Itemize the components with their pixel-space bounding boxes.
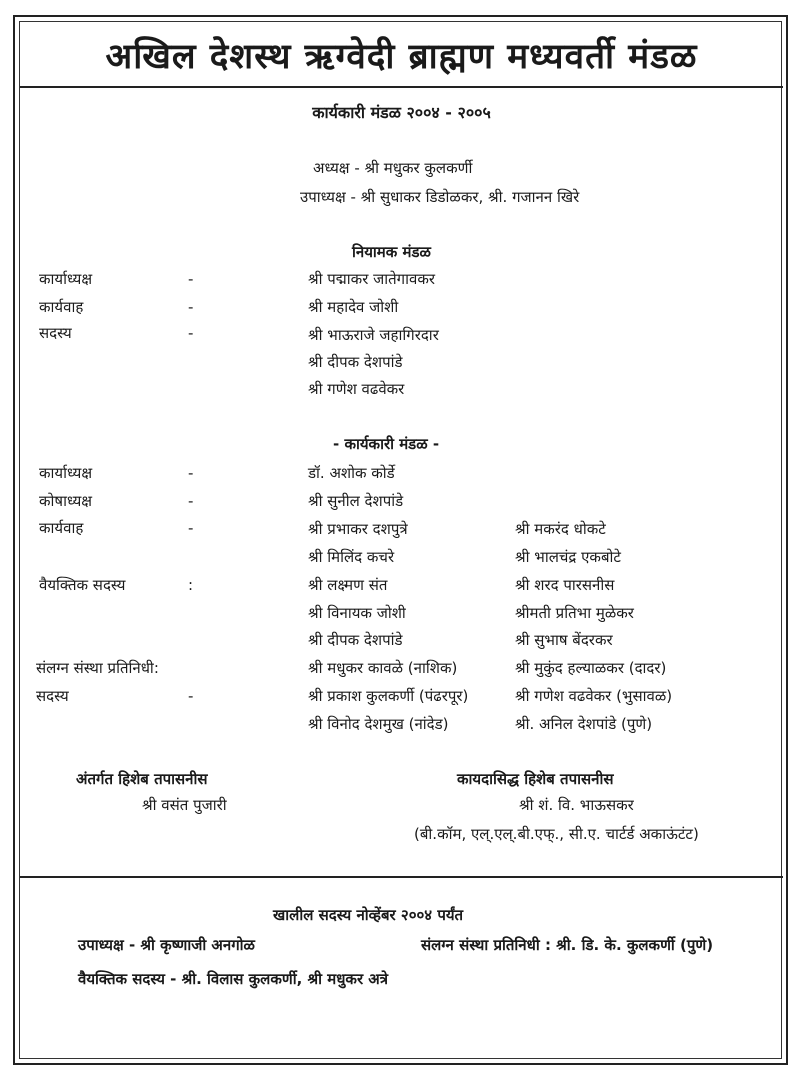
eb-name-col1: श्री दीपक देशपांडे — [308, 631, 403, 649]
eb-role: संलग्न संस्था प्रतिनिधी: — [36, 659, 159, 677]
eb-separator: : — [188, 576, 194, 594]
eb-name-col1: श्री मिलिंद कचरे — [308, 548, 395, 566]
gb-role: कार्याध्यक्ष — [39, 270, 93, 288]
eb-role: कार्यवाह — [39, 519, 84, 537]
footer-vice-president: उपाध्यक्ष - श्री कृष्णाजी अनगोळ — [78, 936, 255, 954]
eb-name-col1: श्री प्रकाश कुलकर्णी (पंढरपूर) — [308, 687, 469, 705]
eb-role: वैयक्तिक सदस्य — [39, 576, 126, 594]
gb-name: श्री भाऊराजे जहागिरदार — [308, 326, 439, 344]
internal-auditor-heading: अंतर्गत हिशेब तपासनीस — [76, 770, 208, 788]
board-year-subtitle: कार्यकारी मंडळ २००४ - २००५ — [312, 103, 491, 122]
gb-separator: - — [188, 324, 194, 342]
eb-name-col2: श्री गणेश वढवेकर (भुसावळ) — [515, 687, 673, 705]
gb-name: श्री पद्माकर जातेगावकर — [308, 270, 435, 288]
gb-separator: - — [188, 270, 194, 288]
eb-name-col1: श्री मधुकर कावळे (नाशिक) — [308, 659, 458, 677]
eb-name-col2: श्री सुभाष बेंदरकर — [515, 631, 613, 649]
eb-separator: - — [188, 687, 194, 705]
footer-divider — [20, 876, 783, 878]
eb-name-col2: श्री. अनिल देशपांडे (पुणे) — [515, 715, 653, 733]
footer-heading: खालील सदस्य नोव्हेंबर २००४ पर्यंत — [273, 906, 464, 924]
executive-board-heading: - कार्यकारी मंडळ - — [333, 435, 440, 453]
eb-separator: - — [188, 492, 194, 510]
organization-title: अखिल देशस्थ ऋग्वेदी ब्राह्मण मध्यवर्ती मंडळ — [105, 37, 698, 77]
eb-name-col2: श्री मकरंद धोकटे — [515, 520, 606, 538]
gb-separator: - — [188, 298, 194, 316]
eb-role: कोषाध्यक्ष — [39, 492, 93, 510]
statutory-auditor-heading: कायदासिद्ध हिशेब तपासनीस — [457, 770, 614, 788]
gb-name: श्री महादेव जोशी — [308, 298, 399, 316]
title-divider — [20, 86, 783, 88]
internal-auditor-name: श्री वसंत पुजारी — [142, 796, 227, 814]
eb-role: सदस्य — [36, 687, 69, 705]
vice-president-line: उपाध्यक्ष - श्री सुधाकर डिडोळकर, श्री. गजानन खिरे — [300, 188, 580, 206]
statutory-auditor-name: श्री शं. वि. भाऊसकर — [519, 796, 634, 814]
eb-separator: - — [188, 519, 194, 537]
footer-affiliate-representative: संलग्न संस्था प्रतिनिधी : श्री. डि. के. कुलकर्णी (पुणे) — [421, 936, 714, 954]
eb-name-col2: श्री मुकुंद हल्याळकर (दादर) — [515, 659, 667, 677]
gb-role: कार्यवाह — [39, 298, 84, 316]
gb-name: श्री गणेश वढवेकर — [308, 380, 405, 398]
eb-name-col2: श्री भालचंद्र एकबोटे — [515, 548, 621, 566]
eb-name-col1: श्री विनोद देशमुख (नांदेड) — [308, 715, 449, 733]
eb-name-col1: श्री प्रभाकर दशपुत्रे — [308, 520, 408, 538]
eb-name-col1: श्री लक्ष्मण संत — [308, 576, 388, 594]
eb-name-col2: श्रीमती प्रतिभा मुळेकर — [515, 604, 634, 622]
president-line: अध्यक्ष - श्री मधुकर कुलकर्णी — [313, 159, 473, 177]
eb-name-col1: डॉ. अशोक कोर्डे — [308, 464, 395, 482]
eb-separator: - — [188, 464, 194, 482]
gb-role: सदस्य — [39, 324, 72, 342]
governing-board-heading: नियामक मंडळ — [352, 243, 431, 261]
eb-name-col1: श्री सुनील देशपांडे — [308, 492, 404, 510]
eb-name-col2: श्री शरद पारसनीस — [515, 576, 615, 594]
footer-individual-members: वैयक्तिक सदस्य - श्री. विलास कुलकर्णी, श्री मधुकर अत्रे — [78, 970, 389, 988]
statutory-auditor-credentials: (बी.कॉम, एल्.एल्.बी.एफ्., सी.ए. चार्टर्ड अकाऊंटंट) — [414, 825, 699, 843]
gb-name: श्री दीपक देशपांडे — [308, 353, 403, 371]
eb-role: कार्याध्यक्ष — [39, 464, 93, 482]
eb-name-col1: श्री विनायक जोशी — [308, 604, 406, 622]
